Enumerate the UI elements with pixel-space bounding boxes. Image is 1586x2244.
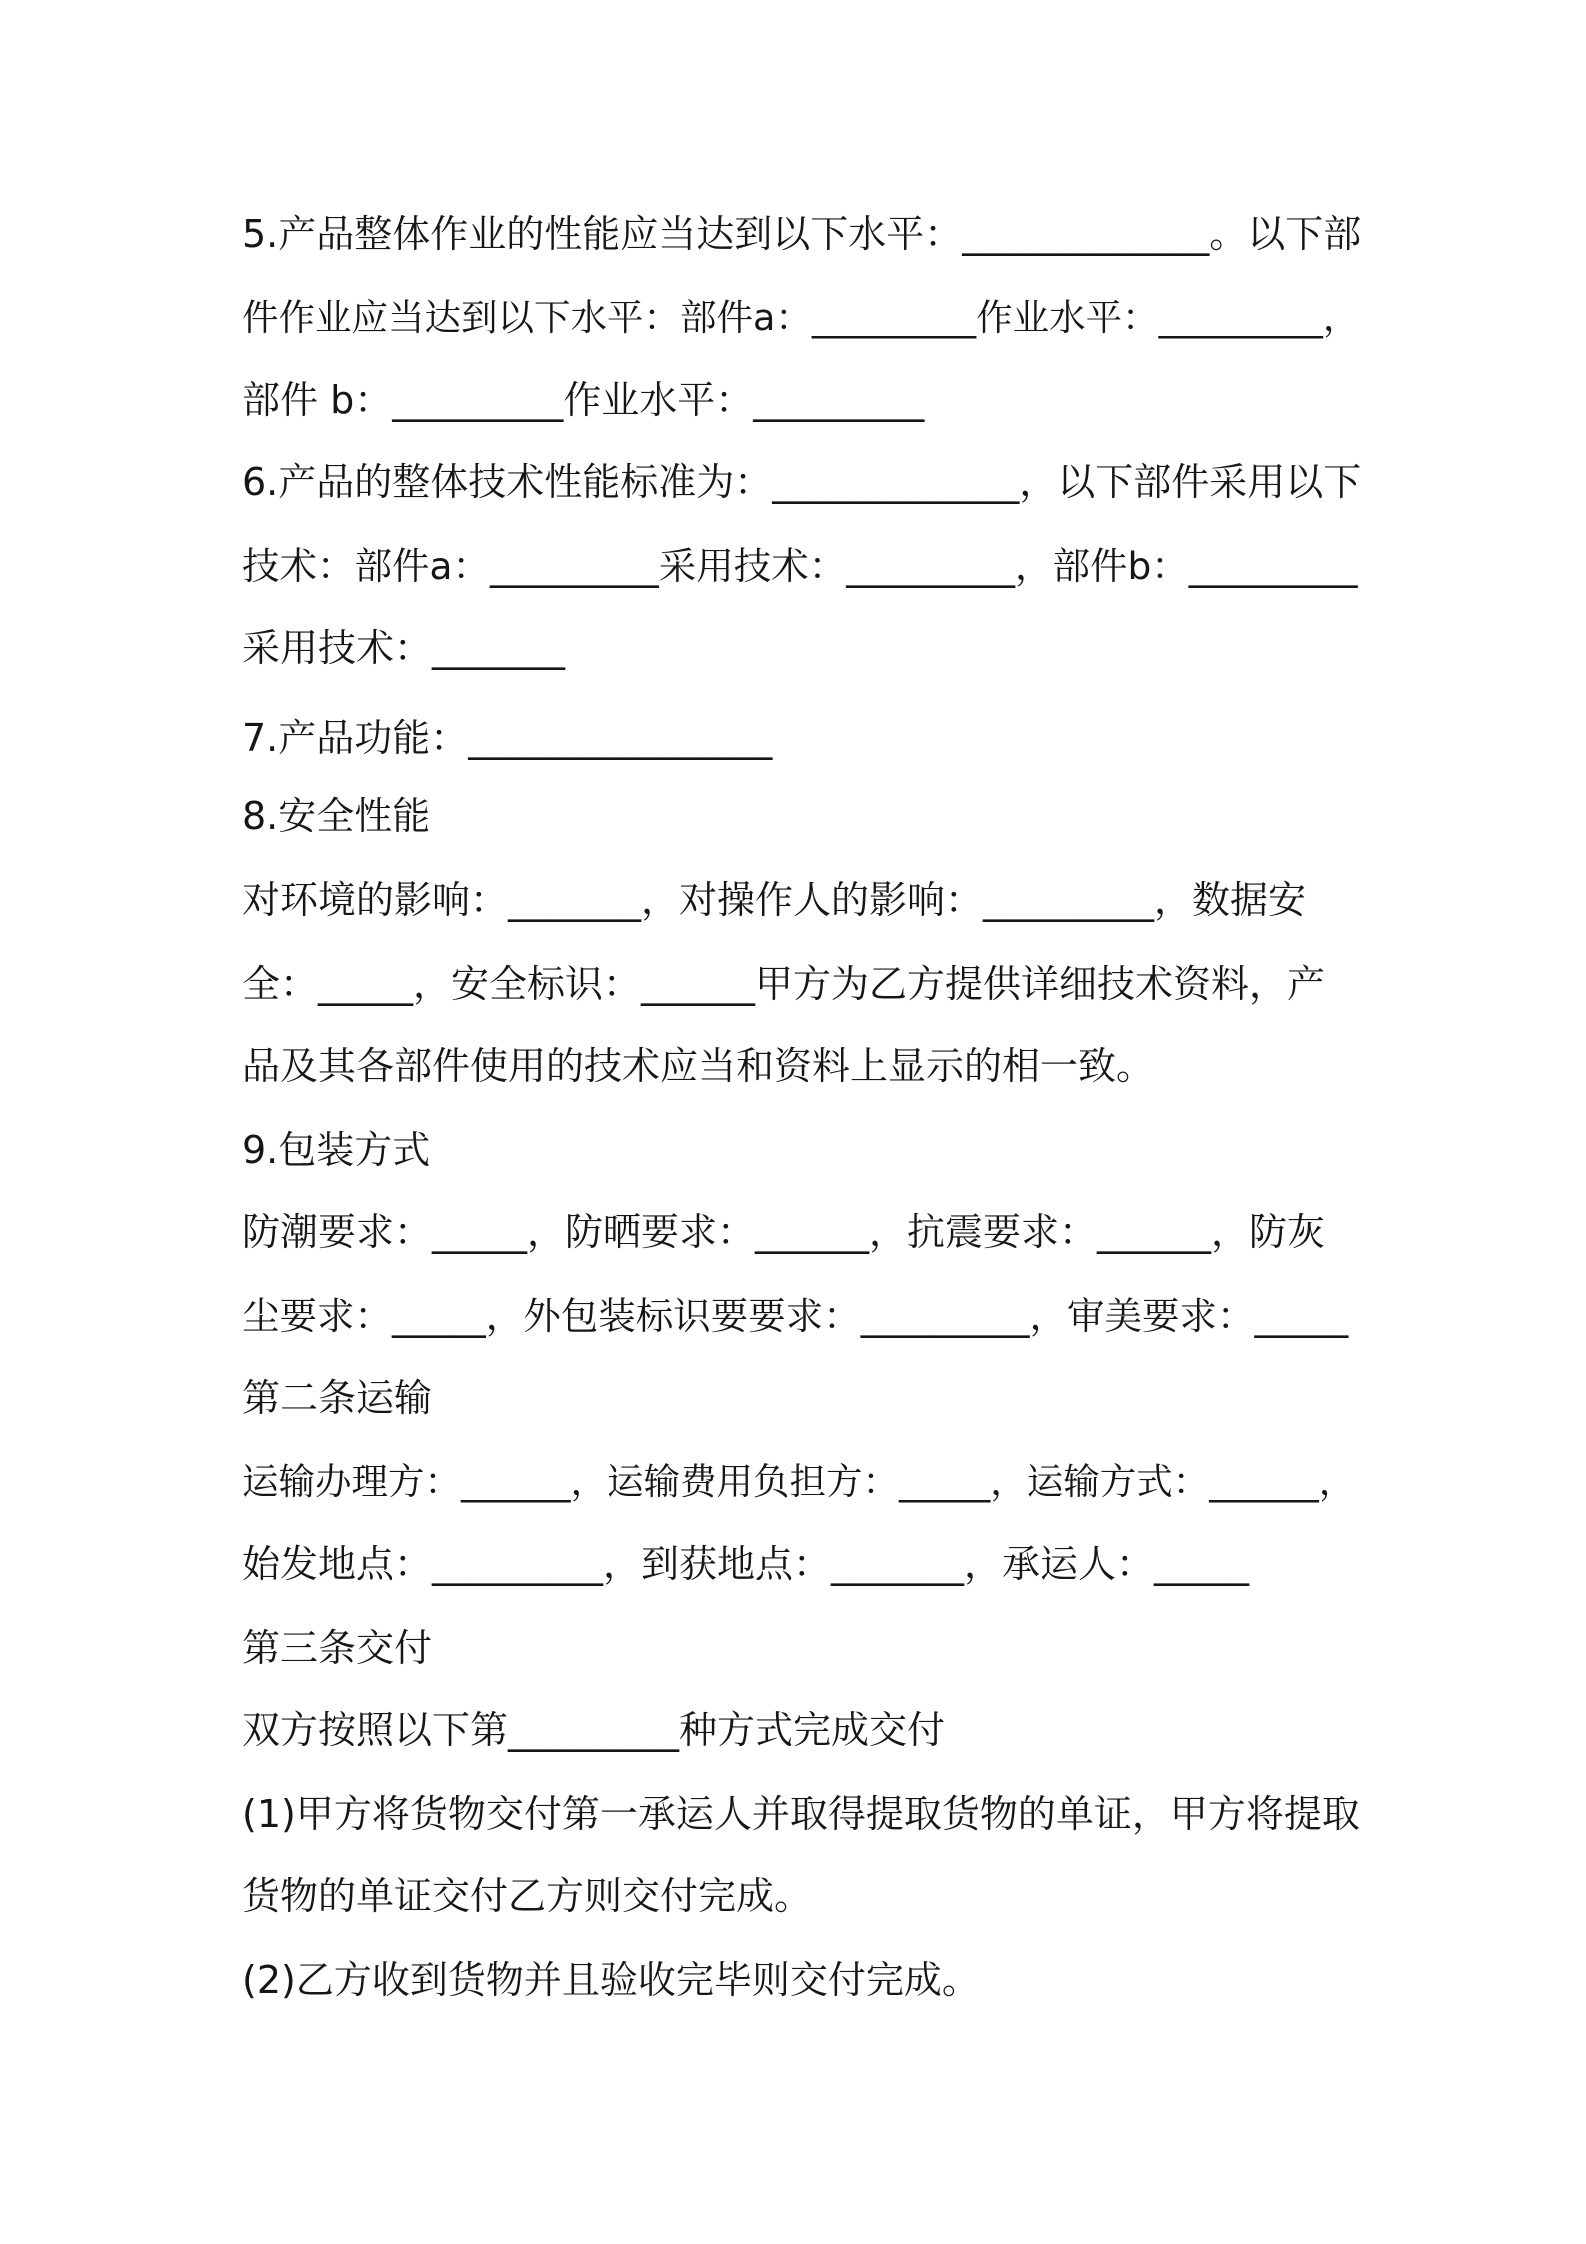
clause-9-heading: 9.包装方式 <box>242 1128 431 1172</box>
clause-5-line-2: 件作业应当达到以下水平：部件a：_________作业水平：_________， <box>242 296 1360 339</box>
clause-5-line-1: 5.产品整体作业的性能应当达到以下水平：_____________。以下部 <box>242 212 1362 256</box>
clause-8-line-2: 全：_____，安全标识：______甲方为乙方提供详细技术资料，产 <box>242 962 1326 1006</box>
clause-9-line-2: 尘要求：_____，外包装标识要要求：_________，审美要求：_____ <box>242 1294 1349 1338</box>
article-3-option-1-line-1: (1)甲方将货物交付第一承运人并取得提取货物的单证，甲方将提取 <box>242 1792 1360 1836</box>
clause-6-line-2: 技术：部件a：_________采用技术：_________，部件b：_________ <box>242 544 1358 588</box>
clause-6-line-1: 6.产品的整体技术性能标准为：_____________，以下部件采用以下 <box>242 460 1362 504</box>
clause-6-line-3: 采用技术：_______ <box>242 626 566 670</box>
clause-8-heading: 8.安全性能 <box>242 794 431 838</box>
article-3-heading: 第三条交付 <box>242 1626 433 1670</box>
clause-7-line: 7.产品功能：________________ <box>242 716 773 760</box>
article-3-line-1: 双方按照以下第_________种方式完成交付 <box>242 1708 946 1752</box>
clause-8-line-3: 品及其各部件使用的技术应当和资料上显示的相一致。 <box>242 1044 1155 1088</box>
clause-5-line-3: 部件 b：_________作业水平：_________ <box>242 378 925 422</box>
clause-9-line-1: 防潮要求：_____，防晒要求：______，抗震要求：______，防灰 <box>242 1210 1326 1254</box>
article-3-option-1-line-2: 货物的单证交付乙方则交付完成。 <box>242 1874 813 1918</box>
article-3-option-2: (2)乙方收到货物并且验收完毕则交付完成。 <box>242 1958 980 2002</box>
article-2-heading: 第二条运输 <box>242 1376 433 1420</box>
clause-8-line-1: 对环境的影响：_______，对操作人的影响：_________，数据安 <box>242 878 1307 922</box>
article-2-line-1: 运输办理方：______，运输费用负担方：_____，运输方式：______， <box>242 1460 1356 1503</box>
article-2-line-2: 始发地点：_________，到获地点：_______，承运人：_____ <box>242 1542 1250 1586</box>
